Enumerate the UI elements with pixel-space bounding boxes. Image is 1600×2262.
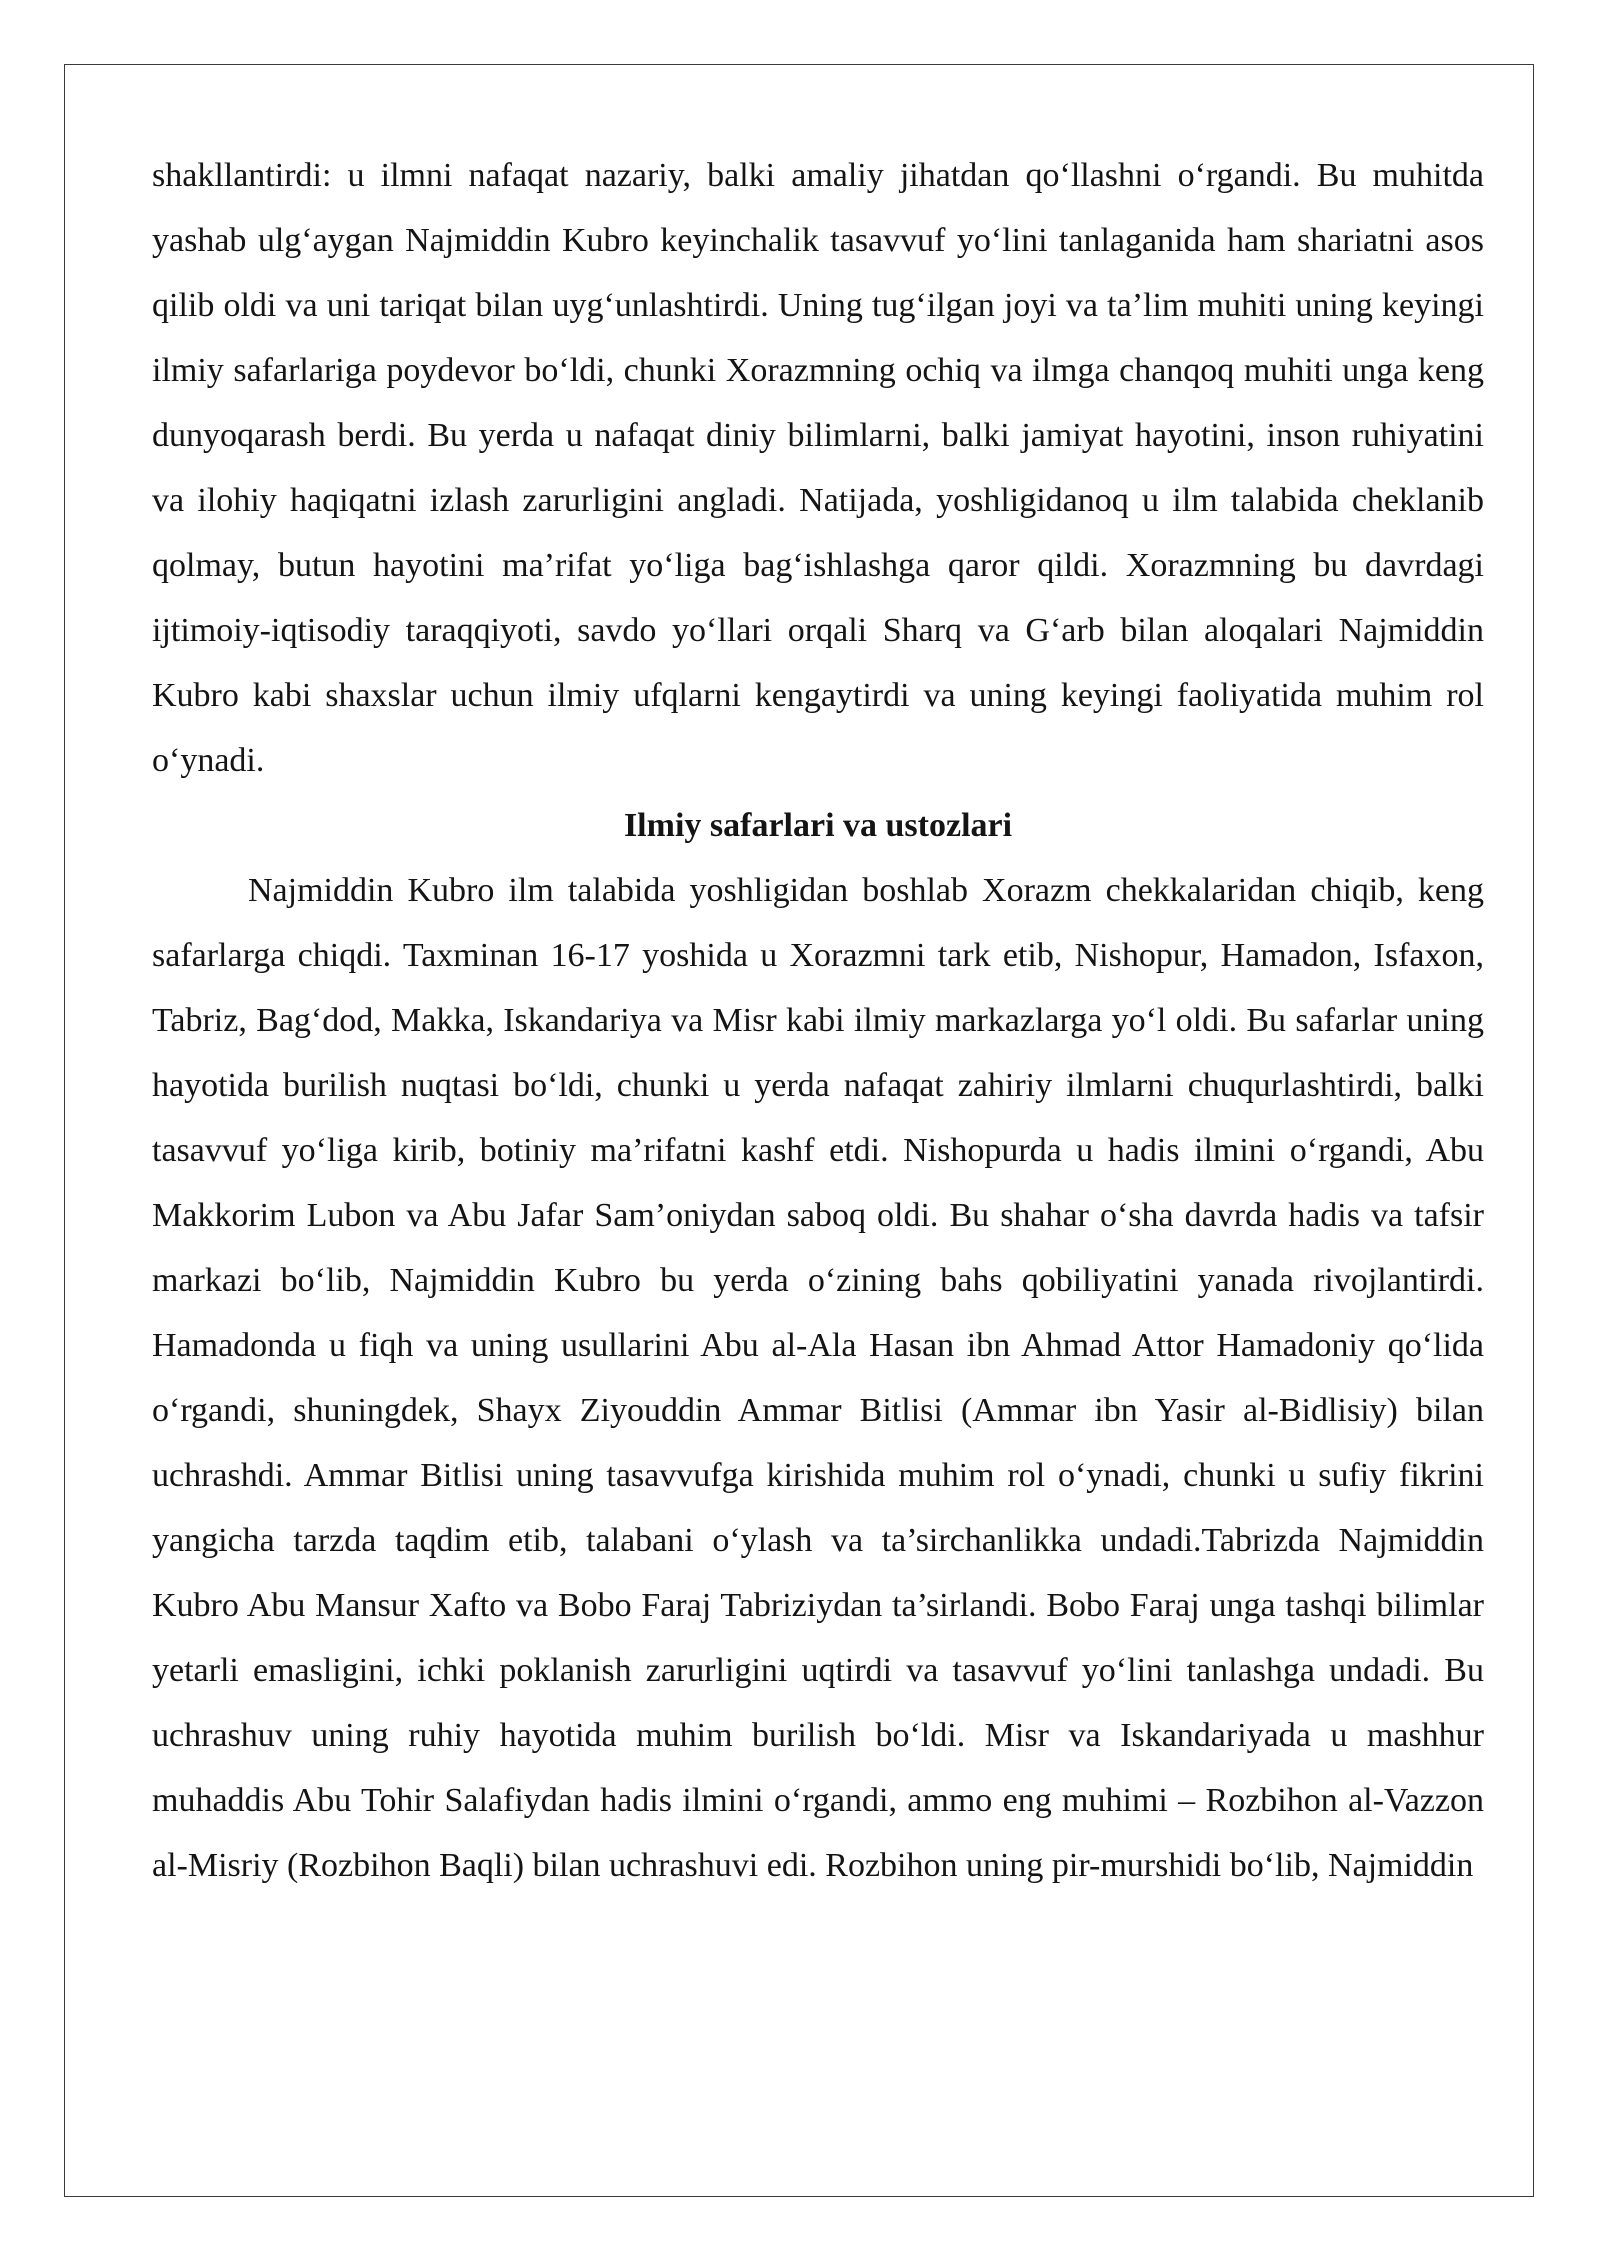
paragraph-continued: shakllantirdi: u ilmni nafaqat nazariy, balki amaliy jihatdan qo‘llashni o‘rgandi. Bu muhitda yashab ulg‘aygan Najmiddin Kubro keyinchalik tasavvuf yo‘lini tanlaganida ham shariatni asos qilib oldi va uni tariqat bilan uyg‘unlashtirdi. Uning tug‘ilgan joyi va ta’lim muhiti uning keyingi ilmiy safarlariga poydevor bo‘ldi, chunki Xorazmning ochiq va ilmga chanqoq muhiti unga keng dunyoqarash berdi. Bu yerda u nafaqat diniy bilimlarni, balki jamiyat hayotini, inson ruhiyatini va ilohiy haqiqatni izlash zarurligini angladi. Natijada, yoshligidanoq u ilm talabida cheklanib qolmay, butun hayotini ma’rifat yo‘liga bag‘ishlashga qaror qildi. Xorazmning bu davrdagi ijtimoiy-iqtisodiy taraqqiyoti, savdo yo‘llari orqali Sharq va G‘arb bilan aloqalari Najmiddin Kubro kabi shaxslar uchun ilmiy ufqlarni kengaytirdi va uning keyingi faoliyatida muhim rol o‘ynadi. <box>152 157 1484 779</box>
document-body <box>152 143 1484 1898</box>
section-heading: Ilmiy safarlari va ustozlari <box>623 807 1013 844</box>
paragraph-section: Najmiddin Kubro ilm talabida yoshligidan boshlab Xorazm chekkalaridan chiqib, keng safarlarga chiqdi. Taxminan 16-17 yoshida u Xorazmni tark etib, Nishopur, Hamadon, Isfaxon, Tabriz, Bag‘dod, Makka, Iskandariya va Misr kabi ilmiy markazlarga yo‘l oldi. Bu safarlar uning hayotida burilish nuqtasi bo‘ldi, chunki u yerda nafaqat zahiriy ilmlarni chuqurlashtirdi, balki tasavvuf yo‘liga kirib, botiniy ma’rifatni kashf etdi. Nishopurda u hadis ilmini o‘rgandi, Abu Makkorim Lubon va Abu Jafar Sam’oniydan saboq oldi. Bu shahar o‘sha davrda hadis va tafsir markazi bo‘lib, Najmiddin Kubro bu yerda o‘zining bahs qobiliyatini yanada rivojlantirdi. Hamadonda u fiqh va uning usullarini Abu al-Ala Hasan ibn Ahmad Attor Hamadoniy qo‘lida o‘rgandi, shuningdek, Shayx Ziyouddin Ammar Bitlisi (Ammar ibn Yasir al-Bidlisiy) bilan uchrashdi. Ammar Bitlisi uning tasavvufga kirishida muhim rol o‘ynadi, chunki u sufiy fikrini yangicha tarzda taqdim etib, talabani o‘ylash va ta’sirchanlikka undadi.Tabrizda Najmiddin Kubro Abu Mansur Xafto va Bobo Faraj Tabriziydan ta’sirlandi. Bobo Faraj unga tashqi bilimlar yetarli emasligini, ichki poklanish zarurligini uqtirdi va tasavvuf yo‘lini tanlashga undadi. Bu uchrashuv uning ruhiy hayotida muhim burilish bo‘ldi. Misr va Iskandariyada u mashhur muhaddis Abu Tohir Salafiydan hadis ilmini o‘rgandi, ammo eng muhimi – Rozbihon al-Vazzon al-Misriy (Rozbihon Baqli) bilan uchrashuvi edi. Rozbihon uning pir-murshidi bo‘lib, Najmiddin <box>152 872 1484 1884</box>
